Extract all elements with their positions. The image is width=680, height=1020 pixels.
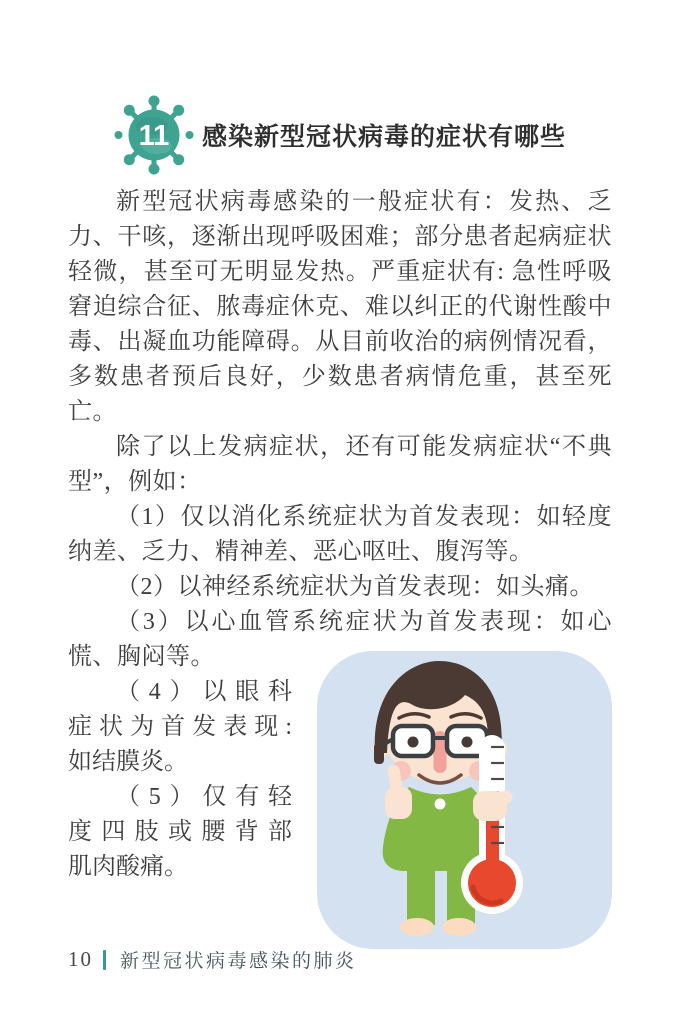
page-number: 10: [68, 947, 93, 971]
footer-divider: [103, 950, 106, 970]
man-with-thermometer-illustration: [317, 651, 612, 949]
body-content: [68, 185, 612, 949]
list-item-nervous: （2）以神经系统症状为首发表现：如头痛。: [116, 574, 594, 600]
virus-icon: [114, 95, 194, 175]
text-line: 度四肢或腰背部: [68, 819, 292, 845]
wrap-section: [68, 675, 612, 949]
paragraph-general-symptoms: 新型冠状病毒感染的一般症状有：发热、乏力、干咳，逐渐出现呼吸困难；部分患者起病症状轻微，甚至可无明显发热。严重症状有: 急性呼吸窘迫综合征、脓毒症休克、难以纠正的代谢性酸中毒、出凝血功能障碍。从目前收治的病例情况看，多数患者预后良好，少数患者病情危重，甚至死亡。: [68, 189, 612, 425]
paragraph-atypical-intro: 除了以上发病症状，还有可能发病症状“不典型”，例如：: [68, 434, 612, 495]
section-heading: [114, 95, 612, 175]
book-title: 新型冠状病毒感染的肺炎: [120, 951, 357, 972]
wrap-text-column: [68, 675, 292, 885]
text-line: （5）仅有轻: [116, 784, 292, 810]
text-line: （4）以眼科: [116, 679, 292, 705]
text-line: 如结膜炎。: [68, 749, 188, 775]
list-item-cardiovascular: （3）以心血管系统症状为首发表现：如心慌、胸闷等。: [68, 609, 612, 670]
virus-number: 11: [138, 120, 170, 152]
page-footer: [68, 946, 357, 973]
text-line: 肌肉酸痛。: [68, 854, 188, 880]
list-item-digestive: （1）仅以消化系统症状为首发表现：如轻度纳差、乏力、精神差、恶心呕吐、腹泻等。: [68, 504, 612, 565]
page-title: 感染新型冠状病毒的症状有哪些: [202, 123, 567, 151]
text-line: 症状为首发表现:: [68, 714, 292, 740]
